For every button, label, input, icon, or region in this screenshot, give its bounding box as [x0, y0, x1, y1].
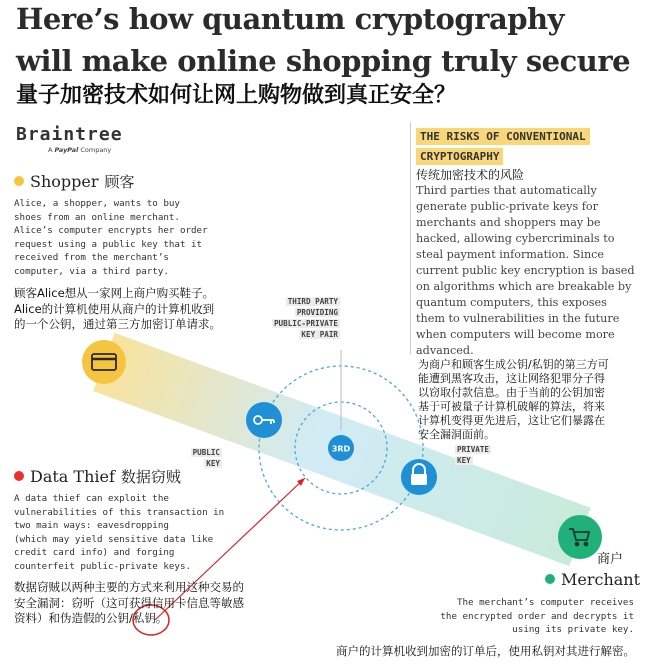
headline-line-1: Here’s how quantum cryptography [16, 2, 564, 36]
headline-line-2: will make online shopping truly secure [16, 44, 631, 78]
data-thief-description-zh: 数据窃贼以两种主要的方式来利用这种交易的 安全漏洞：窃听（这可获得信用卡信息等敏感 资料）和伪造假的公钥/私钥。 [14, 580, 244, 625]
paypal-company-tagline: A PayPal Company [48, 146, 112, 154]
shopper-description: Alice, a shopper, wants to buy shoes from an online merchant. Alice’s computer encrypts her order request using a public key that it received from the merchant’s computer, via a third party. [14, 198, 208, 277]
risks-description: Third parties that automatically generate public-private keys for merchants and shoppers may be hacked, allowing cybercriminals to steal payment information. Since current public key encryption is based on algorithms which are breakable by quantum computers, this exposes them to vulnerabilities in the future when computers will become more advanced. [416, 184, 635, 357]
data-thief-description: A data thief can exploit the vulnerabilities of this transaction in two main ways: eavesdropping (which may yield sensitive data like credit card info) and forging counterfeit public-private keys. [14, 493, 225, 572]
merchant-title: Merchant [545, 570, 640, 589]
third-party-node-label: 3RD [331, 444, 351, 454]
risks-description-zh: 为商户和顾客生成公钥/私钥的第三方可 能遭到黑客攻击，这让网络犯罪分子得 以窃取付款信息。由于当前的公钥加密 基于可被量子计算机破解的算法，将来 计算机变得更先进后，这让它们暴露在 安全漏洞面前。 [418, 358, 609, 441]
risks-title: THE RISKS OF CONVENTIONAL CRYPTOGRAPHY [416, 127, 590, 167]
merchant-node [558, 515, 602, 559]
shopper-dot-icon [14, 176, 24, 186]
shopper-title: Shopper 顾客 [14, 171, 135, 192]
risks-title-zh: 传统加密技术的风险 [416, 168, 525, 182]
thief-dot-icon [14, 471, 24, 481]
public-key-label: PUBLIC KEY [192, 448, 220, 468]
shopper-node [82, 340, 126, 384]
merchant-description-zh: 商户的计算机收到加密的订单后，使用私钥对其进行解密。 [336, 644, 635, 658]
merchant-dot-icon [545, 574, 555, 584]
shopper-description-zh: 顾客Alice想从一家网上商户购买鞋子。 Alice的计算机使用从商户的计算机收到 的一个公钥，通过第三方加密订单请求。 [14, 286, 221, 331]
merchant-title-zh: 商户 [597, 552, 624, 567]
data-thief-title: Data Thief 数据窃贼 [14, 466, 181, 487]
headline-chinese: 量子加密技术如何让网上购物做到真正安全？ [16, 83, 457, 108]
private-key-label: PRIVATE KEY [457, 445, 490, 465]
third-party-label: THIRD PARTY PROVIDING PUBLIC-PRIVATE KEY PAIR [273, 297, 338, 339]
braintree-logo: Braintree [16, 124, 123, 145]
merchant-description: The merchant’s computer receives the encrypted order and decrypts it using its private key. [440, 597, 634, 636]
risks-divider [410, 122, 411, 354]
